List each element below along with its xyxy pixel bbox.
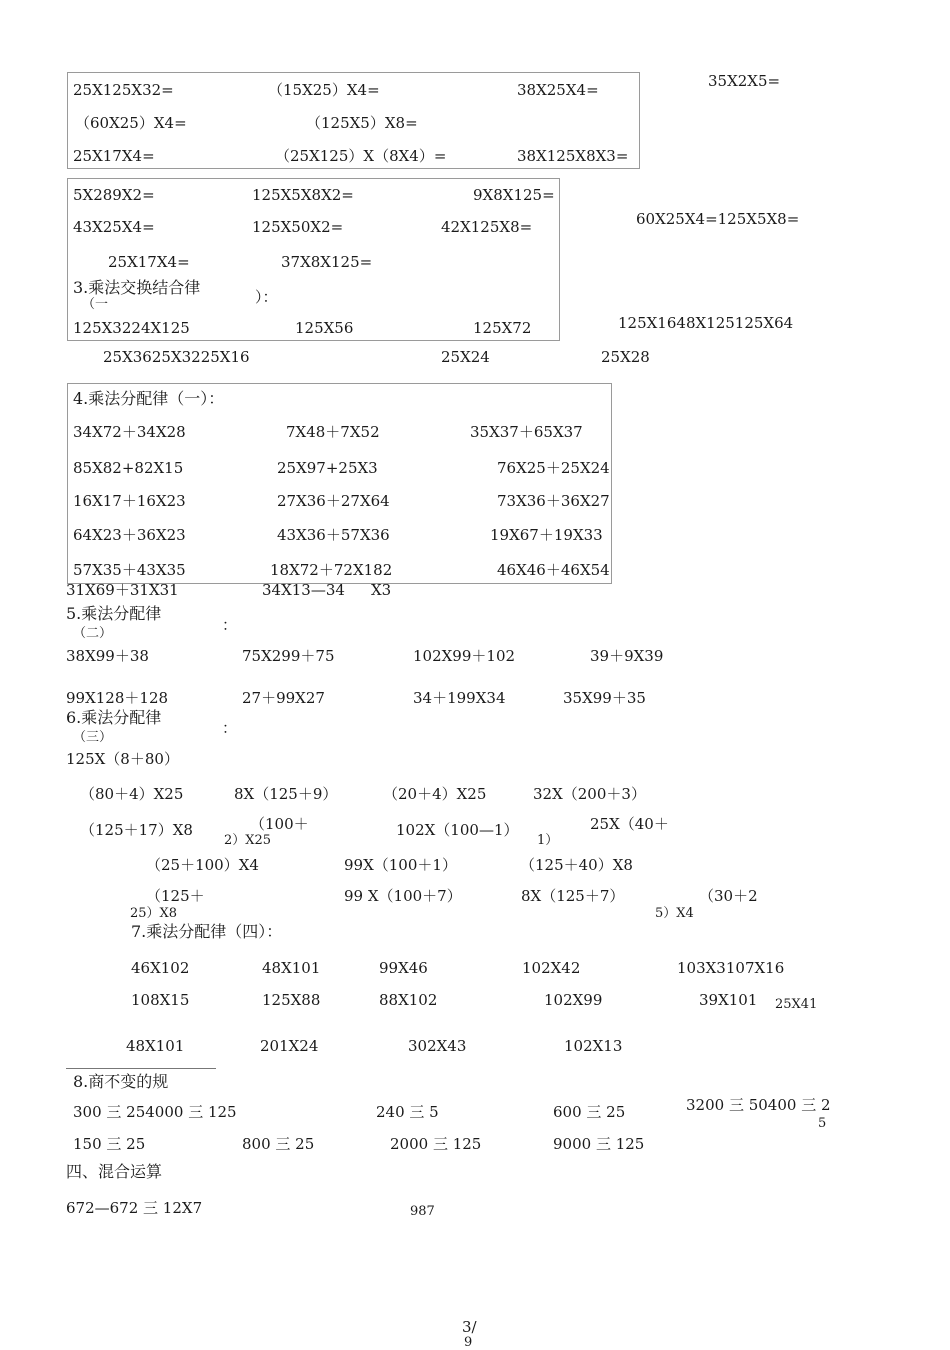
exercise-item: 76X25＋25X24 <box>497 459 610 477</box>
exercise-item: 25X17X4= <box>73 147 155 165</box>
exercise-item: 19X67＋19X33 <box>490 526 603 544</box>
exercise-item: （25＋100）X4 <box>146 856 259 874</box>
exercise-item: 2000 三 125 <box>390 1135 482 1153</box>
exercise-item: 9000 三 125 <box>553 1135 645 1153</box>
side-exercise: 35X2X5= <box>708 72 781 90</box>
exercise-item: 600 三 25 <box>553 1103 626 1121</box>
exercise-item: 25X41 <box>775 997 818 1012</box>
divider <box>66 1068 216 1069</box>
cut-fragment: 1） <box>537 833 559 848</box>
exercise-item: 102X（100—1） <box>396 821 519 839</box>
exercise-item: 99X（100＋1） <box>344 856 457 874</box>
exercise-item: 18X72＋72X182 <box>270 561 393 579</box>
exercise-item: 102X13 <box>564 1037 623 1055</box>
section-5-tail: ： <box>222 616 238 634</box>
exercise-item: 125X72 <box>473 319 532 337</box>
exercise-item: 102X42 <box>522 959 581 977</box>
exercise-item: （20＋4）X25 <box>383 785 487 803</box>
exercise-item: （80＋4）X25 <box>80 785 184 803</box>
exercise-item: 37X8X125= <box>281 253 373 271</box>
exercise-item: 150 三 25 <box>73 1135 146 1153</box>
exercise-item: 800 三 25 <box>242 1135 315 1153</box>
page-number: 3/ <box>462 1318 477 1336</box>
section-6-title: 6.乘法分配律 <box>66 708 162 727</box>
section-5-title: 5.乘法分配律 <box>66 604 162 623</box>
exercise-item: 64X23＋36X23 <box>73 526 186 544</box>
exercise-item: 43X25X4= <box>73 218 155 236</box>
exercise-item: 103X3107X16 <box>677 959 785 977</box>
cut-fragment: 5 <box>818 1116 827 1131</box>
exercise-item: 9X8X125= <box>473 186 555 204</box>
section-4-title: 4.乘法分配律（一）： <box>73 389 225 408</box>
exercise-item: 25X28 <box>601 348 650 366</box>
exercise-item: 25X97+25X3 <box>277 459 378 477</box>
exercise-item: 34X72＋34X28 <box>73 423 186 441</box>
exercise-item: 7X48＋7X52 <box>286 423 380 441</box>
exercise-item: 46X102 <box>131 959 190 977</box>
section-8-title: 8.商不变的规 <box>73 1072 169 1091</box>
exercise-item: 102X99＋102 <box>413 647 516 665</box>
exercise-item: X3 <box>371 581 392 599</box>
exercise-item: 8X（125＋7） <box>521 887 625 905</box>
exercise-item: 25X3625X3225X16 <box>103 348 250 366</box>
exercise-item: 240 三 5 <box>376 1103 439 1121</box>
section-3-subtitle: （一 <box>82 297 109 312</box>
exercise-item: 32X（200＋3） <box>533 785 646 803</box>
exercise-item: 302X43 <box>408 1037 467 1055</box>
exercise-box-3 <box>67 383 612 584</box>
exercise-item: 16X17＋16X23 <box>73 492 186 510</box>
exercise-item: 27＋99X27 <box>242 689 325 707</box>
cut-fragment: 5）X4 <box>655 906 694 921</box>
exercise-item: 99X128＋128 <box>66 689 169 707</box>
cut-fragment: 2）X25 <box>224 833 272 848</box>
exercise-item: 25X（40＋ <box>590 815 669 833</box>
exercise-item: 39X101 <box>699 991 758 1009</box>
section-6-tail: ： <box>222 719 238 737</box>
exercise-item: 34X13—34 <box>262 581 345 599</box>
exercise-item: （125＋17）X8 <box>80 821 193 839</box>
exercise-item: 125X88 <box>262 991 321 1009</box>
exercise-item: 35X99＋35 <box>563 689 646 707</box>
cut-fragment: 987 <box>410 1204 435 1219</box>
exercise-item: 34＋199X34 <box>413 689 506 707</box>
section-mixed-title: 四、混合运算 <box>66 1162 163 1181</box>
exercise-item: 125X（8＋80） <box>66 750 179 768</box>
exercise-item: 38X25X4= <box>517 81 599 99</box>
exercise-item: 125X5X8X2= <box>252 186 354 204</box>
exercise-item: 125X3224X125 <box>73 319 190 337</box>
exercise-item: （100＋ <box>250 815 309 833</box>
exercise-item: 75X299＋75 <box>242 647 335 665</box>
exercise-item: 88X102 <box>379 991 438 1009</box>
exercise-item: 27X36＋27X64 <box>277 492 390 510</box>
exercise-item: 125X56 <box>295 319 354 337</box>
exercise-item: 48X101 <box>262 959 321 977</box>
exercise-item: 31X69＋31X31 <box>66 581 179 599</box>
exercise-item: 25X24 <box>441 348 490 366</box>
exercise-item: 35X37＋65X37 <box>470 423 583 441</box>
exercise-item: 57X35＋43X35 <box>73 561 186 579</box>
exercise-item: （30＋2 <box>699 887 758 905</box>
exercise-item: 38X99＋38 <box>66 647 149 665</box>
exercise-item: 48X101 <box>126 1037 185 1055</box>
exercise-item: （125X5）X8= <box>306 114 418 132</box>
exercise-item: 5X289X2= <box>73 186 155 204</box>
exercise-item: 125X50X2= <box>252 218 344 236</box>
exercise-item: 73X36＋36X27 <box>497 492 610 510</box>
exercise-item: （25X125）X（8X4）= <box>275 147 447 165</box>
exercise-item: 42X125X8= <box>441 218 533 236</box>
exercise-item: 8X（125＋9） <box>234 785 338 803</box>
exercise-item: （125＋ <box>146 887 205 905</box>
exercise-item: 108X15 <box>131 991 190 1009</box>
exercise-item: （60X25）X4= <box>75 114 187 132</box>
exercise-item: 43X36＋57X36 <box>277 526 390 544</box>
exercise-item: 38X125X8X3= <box>517 147 629 165</box>
exercise-item: （125＋40）X8 <box>520 856 633 874</box>
side-exercise: 125X1648X125125X64 <box>618 314 794 332</box>
exercise-item: 201X24 <box>260 1037 319 1055</box>
exercise-item: 25X125X32= <box>73 81 174 99</box>
exercise-item: 85X82+82X15 <box>73 459 184 477</box>
section-3-tail: ）： <box>255 288 278 306</box>
section-5-subtitle: （二） <box>73 626 113 641</box>
exercise-item: （15X25）X4= <box>268 81 380 99</box>
exercise-item: 25X17X4= <box>108 253 190 271</box>
exercise-item: 3200 三 50400 三 2 <box>686 1096 831 1114</box>
exercise-item: 300 三 254000 三 125 <box>73 1103 237 1121</box>
side-exercise: 60X25X4=125X5X8= <box>636 210 800 228</box>
exercise-item: 46X46＋46X54 <box>497 561 610 579</box>
exercise-item: 99X46 <box>379 959 428 977</box>
section-3-title: 3.乘法交换结合律 <box>73 278 201 297</box>
section-6-subtitle: （三） <box>73 730 113 745</box>
exercise-item: 102X99 <box>544 991 603 1009</box>
section-7-title: 7.乘法分配律（四）： <box>131 922 283 941</box>
exercise-item: 99 X（100＋7） <box>344 887 462 905</box>
page-total: 9 <box>464 1335 473 1350</box>
cut-fragment: 25）X8 <box>130 906 178 921</box>
exercise-item: 39＋9X39 <box>590 647 664 665</box>
exercise-item: 672—672 三 12X7 <box>66 1199 203 1217</box>
